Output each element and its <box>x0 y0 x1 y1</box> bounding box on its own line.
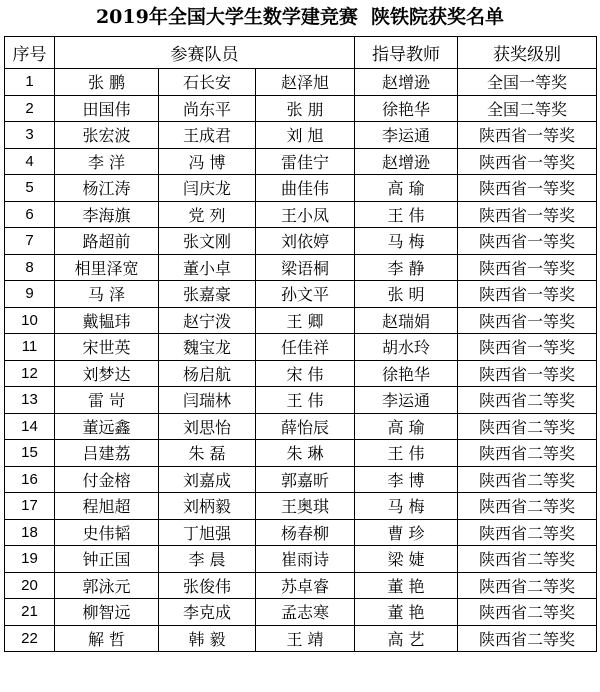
cell-member-1: 李 洋 <box>55 148 159 175</box>
table-row <box>5 546 597 573</box>
cell-member-3: 刘依婷 <box>256 228 355 255</box>
table-row <box>5 413 597 440</box>
cell-member-3: 刘 旭 <box>256 122 355 149</box>
cell-award: 陕西省二等奖 <box>458 493 597 520</box>
table-row <box>5 281 597 308</box>
cell-member-1: 宋世英 <box>55 334 159 361</box>
cell-award: 陕西省一等奖 <box>458 281 597 308</box>
table-row <box>5 519 597 546</box>
cell-member-1: 马 泽 <box>55 281 159 308</box>
cell-advisor: 马 梅 <box>355 493 458 520</box>
cell-no: 22 <box>5 625 55 652</box>
cell-member-2: 李克成 <box>159 599 256 626</box>
table-row <box>5 466 597 493</box>
cell-award: 陕西省一等奖 <box>458 360 597 387</box>
cell-member-2: 魏宝龙 <box>159 334 256 361</box>
cell-award: 陕西省一等奖 <box>458 175 597 202</box>
cell-no: 19 <box>5 546 55 573</box>
cell-award: 陕西省一等奖 <box>458 334 597 361</box>
cell-award: 全国二等奖 <box>458 95 597 122</box>
cell-member-3: 曲佳伟 <box>256 175 355 202</box>
cell-member-1: 张宏波 <box>55 122 159 149</box>
cell-no: 8 <box>5 254 55 281</box>
table-row <box>5 572 597 599</box>
cell-member-1: 董远鑫 <box>55 413 159 440</box>
table-row <box>5 493 597 520</box>
cell-member-1: 解 哲 <box>55 625 159 652</box>
cell-award: 陕西省一等奖 <box>458 307 597 334</box>
cell-award: 陕西省一等奖 <box>458 228 597 255</box>
cell-advisor: 李 静 <box>355 254 458 281</box>
cell-member-1: 田国伟 <box>55 95 159 122</box>
cell-advisor: 赵增逊 <box>355 69 458 96</box>
table-row <box>5 69 597 96</box>
cell-member-1: 钟正国 <box>55 546 159 573</box>
cell-no: 17 <box>5 493 55 520</box>
cell-member-3: 薛怡辰 <box>256 413 355 440</box>
cell-award: 陕西省二等奖 <box>458 413 597 440</box>
table-row <box>5 307 597 334</box>
cell-member-3: 张 朋 <box>256 95 355 122</box>
cell-no: 18 <box>5 519 55 546</box>
document-title: 2019年全国大学生数学建竞赛 陕铁院获奖名单 <box>95 6 505 28</box>
cell-member-2: 王成君 <box>159 122 256 149</box>
cell-member-1: 杨江涛 <box>55 175 159 202</box>
cell-no: 7 <box>5 228 55 255</box>
cell-member-1: 李海旗 <box>55 201 159 228</box>
table-row <box>5 148 597 175</box>
cell-member-3: 王 伟 <box>256 387 355 414</box>
header-no: 序号 <box>5 37 55 69</box>
cell-advisor: 徐艳华 <box>355 95 458 122</box>
cell-no: 3 <box>5 122 55 149</box>
cell-member-3: 郭嘉昕 <box>256 466 355 493</box>
cell-member-1: 路超前 <box>55 228 159 255</box>
cell-member-2: 朱 磊 <box>159 440 256 467</box>
cell-advisor: 高 艺 <box>355 625 458 652</box>
cell-member-2: 赵宁泼 <box>159 307 256 334</box>
cell-member-3: 任佳祥 <box>256 334 355 361</box>
cell-advisor: 徐艳华 <box>355 360 458 387</box>
cell-no: 6 <box>5 201 55 228</box>
cell-member-3: 赵泽旭 <box>256 69 355 96</box>
cell-award: 陕西省二等奖 <box>458 572 597 599</box>
cell-award: 陕西省一等奖 <box>458 201 597 228</box>
cell-no: 5 <box>5 175 55 202</box>
cell-advisor: 梁 婕 <box>355 546 458 573</box>
cell-advisor: 马 梅 <box>355 228 458 255</box>
cell-advisor: 李 博 <box>355 466 458 493</box>
table-row <box>5 254 597 281</box>
table-header-row <box>5 37 597 69</box>
table-row <box>5 625 597 652</box>
cell-member-2: 董小卓 <box>159 254 256 281</box>
cell-award: 陕西省一等奖 <box>458 254 597 281</box>
table-body <box>5 69 597 652</box>
cell-advisor: 高 瑜 <box>355 175 458 202</box>
cell-member-3: 孙文平 <box>256 281 355 308</box>
cell-award: 陕西省二等奖 <box>458 387 597 414</box>
header-award: 获奖级别 <box>458 37 597 69</box>
cell-no: 20 <box>5 572 55 599</box>
header-team: 参赛队员 <box>55 37 355 69</box>
cell-member-3: 宋 伟 <box>256 360 355 387</box>
table-row <box>5 360 597 387</box>
cell-member-3: 杨春柳 <box>256 519 355 546</box>
cell-no: 15 <box>5 440 55 467</box>
cell-member-2: 刘思怡 <box>159 413 256 440</box>
cell-member-1: 程旭超 <box>55 493 159 520</box>
cell-member-3: 王 靖 <box>256 625 355 652</box>
cell-member-1: 柳智远 <box>55 599 159 626</box>
cell-award: 陕西省二等奖 <box>458 546 597 573</box>
table-row <box>5 175 597 202</box>
cell-member-3: 王小凤 <box>256 201 355 228</box>
cell-award: 陕西省一等奖 <box>458 122 597 149</box>
cell-member-3: 梁语桐 <box>256 254 355 281</box>
cell-member-1: 相里泽宽 <box>55 254 159 281</box>
cell-advisor: 高 瑜 <box>355 413 458 440</box>
cell-award: 陕西省二等奖 <box>458 625 597 652</box>
cell-member-1: 戴韫玮 <box>55 307 159 334</box>
cell-member-1: 雷 岢 <box>55 387 159 414</box>
cell-member-1: 付金榕 <box>55 466 159 493</box>
table-row <box>5 95 597 122</box>
cell-advisor: 胡水玲 <box>355 334 458 361</box>
table-row <box>5 440 597 467</box>
table-row <box>5 201 597 228</box>
cell-advisor: 张 明 <box>355 281 458 308</box>
cell-advisor: 李运通 <box>355 387 458 414</box>
cell-member-1: 刘梦达 <box>55 360 159 387</box>
cell-member-1: 张 鹏 <box>55 69 159 96</box>
cell-no: 13 <box>5 387 55 414</box>
cell-member-2: 闫瑞林 <box>159 387 256 414</box>
cell-award: 陕西省二等奖 <box>458 440 597 467</box>
cell-award: 陕西省二等奖 <box>458 466 597 493</box>
cell-member-1: 郭泳元 <box>55 572 159 599</box>
table-row <box>5 122 597 149</box>
cell-advisor: 董 艳 <box>355 599 458 626</box>
cell-member-2: 李 晨 <box>159 546 256 573</box>
cell-no: 16 <box>5 466 55 493</box>
cell-member-2: 闫庆龙 <box>159 175 256 202</box>
cell-no: 21 <box>5 599 55 626</box>
cell-member-3: 王奥琪 <box>256 493 355 520</box>
cell-award: 陕西省二等奖 <box>458 599 597 626</box>
cell-advisor: 董 艳 <box>355 572 458 599</box>
table-row <box>5 599 597 626</box>
cell-advisor: 王 伟 <box>355 201 458 228</box>
cell-member-2: 丁旭强 <box>159 519 256 546</box>
header-advisor: 指导教师 <box>355 37 458 69</box>
cell-member-2: 张嘉豪 <box>159 281 256 308</box>
table-row <box>5 334 597 361</box>
cell-member-2: 石长安 <box>159 69 256 96</box>
cell-member-3: 崔雨诗 <box>256 546 355 573</box>
cell-member-3: 雷佳宁 <box>256 148 355 175</box>
cell-member-3: 王 卿 <box>256 307 355 334</box>
award-table <box>4 36 597 652</box>
cell-member-3: 孟志寒 <box>256 599 355 626</box>
cell-no: 9 <box>5 281 55 308</box>
cell-member-3: 苏卓睿 <box>256 572 355 599</box>
cell-member-1: 史伟韬 <box>55 519 159 546</box>
cell-member-2: 刘柄毅 <box>159 493 256 520</box>
cell-no: 4 <box>5 148 55 175</box>
cell-no: 14 <box>5 413 55 440</box>
cell-no: 10 <box>5 307 55 334</box>
cell-advisor: 李运通 <box>355 122 458 149</box>
cell-award: 陕西省二等奖 <box>458 519 597 546</box>
cell-member-2: 党 列 <box>159 201 256 228</box>
cell-advisor: 曹 珍 <box>355 519 458 546</box>
cell-member-2: 杨启航 <box>159 360 256 387</box>
cell-award: 全国一等奖 <box>458 69 597 96</box>
cell-award: 陕西省一等奖 <box>458 148 597 175</box>
cell-member-1: 吕建荔 <box>55 440 159 467</box>
cell-member-2: 张文刚 <box>159 228 256 255</box>
cell-member-2: 张俊伟 <box>159 572 256 599</box>
cell-advisor: 赵瑞娟 <box>355 307 458 334</box>
table-row <box>5 387 597 414</box>
cell-no: 1 <box>5 69 55 96</box>
cell-no: 2 <box>5 95 55 122</box>
cell-member-2: 韩 毅 <box>159 625 256 652</box>
table-row <box>5 228 597 255</box>
cell-no: 11 <box>5 334 55 361</box>
cell-advisor: 王 伟 <box>355 440 458 467</box>
cell-member-2: 刘嘉成 <box>159 466 256 493</box>
cell-member-2: 尚东平 <box>159 95 256 122</box>
cell-no: 12 <box>5 360 55 387</box>
cell-advisor: 赵增逊 <box>355 148 458 175</box>
cell-member-2: 冯 博 <box>159 148 256 175</box>
cell-member-3: 朱 琳 <box>256 440 355 467</box>
